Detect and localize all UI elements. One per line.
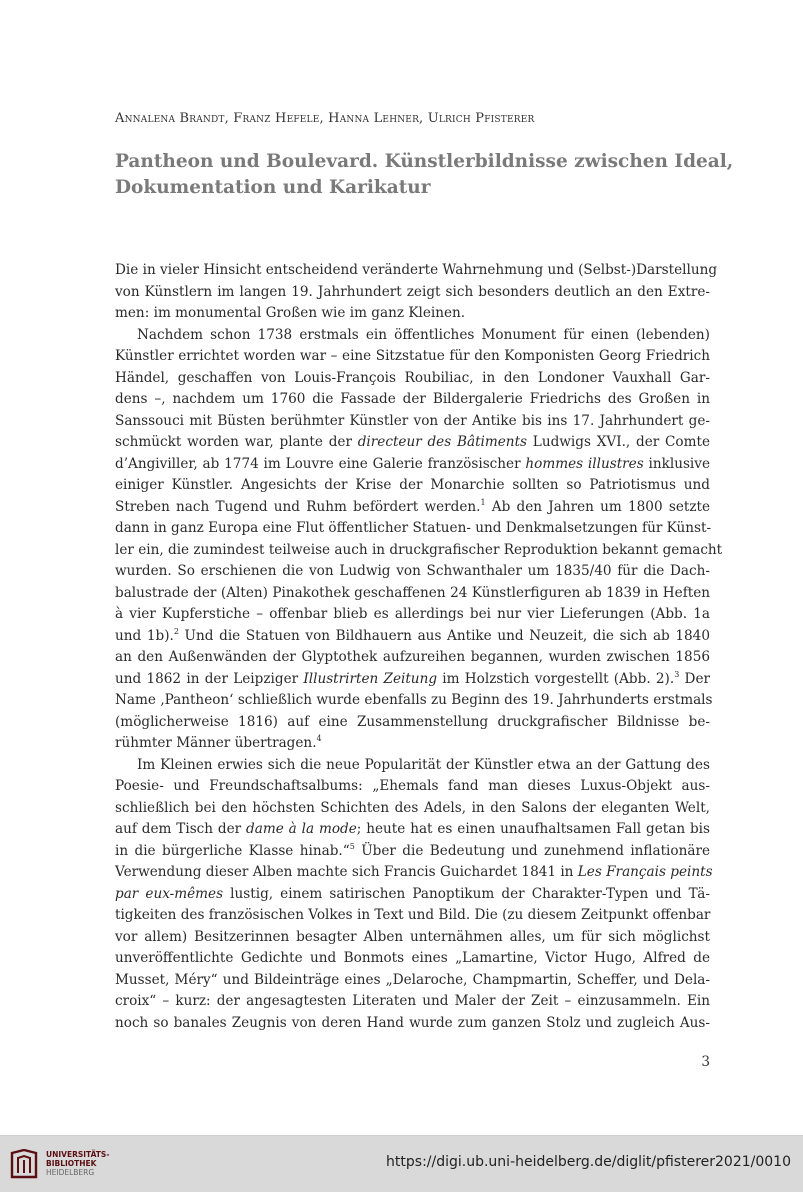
logo-line-2: BIBLIOTHEK [46, 1159, 97, 1168]
library-logo-text [46, 1150, 109, 1177]
text-run: Der [679, 670, 710, 687]
text-line: Poesie- und Freundschaftsalbums: „Ehemals fand man dieses Luxus-Objekt aus- [115, 778, 710, 794]
text-line [115, 841, 710, 863]
authors-line: Annalena Brandt, Franz Hefele, Hanna Lehner, Ulrich Pfisterer [115, 111, 535, 126]
text-run: ; heute hat es einen unaufhaltsamen Fall getan bis [356, 821, 710, 837]
text-line: Händel, geschaffen von Louis-François Roubiliac, in den Londoner Vauxhall Gar- [115, 369, 710, 386]
text-line [115, 884, 710, 906]
text-line: Musset, Méry“ und Bildeinträge eines „Delaroche, Champmartin, Scheffer, und Dela- [115, 971, 710, 988]
text-line [115, 432, 710, 454]
text-run: lustig, einem satirischen Panoptikum der Charakter-Typen und Tä- [223, 885, 710, 902]
text-line: Sanssouci mit Büsten berühmter Künstler von der Antike bis ins 17. Jahrhundert ge- [115, 412, 710, 429]
text-line: tigkeiten des französischen Volkes in Text und Bild. Die (zu diesem Zeitpunkt offenbar [115, 907, 711, 923]
text-line: à vier Kupferstiche – offenbar blieb es allerdings bei nur vier Lieferungen (Abb. 1a [115, 606, 710, 622]
text-line: wurden. So erschienen die von Ludwig von Schwanthaler um 1835/40 für die Dach- [115, 563, 710, 579]
text-run: und 1b). [115, 627, 174, 644]
text-line: noch so banales Zeugnis von deren Hand wurde zum ganzen Stolz und zugleich Aus- [115, 1014, 710, 1031]
text-run: Verwendung dieser Alben machte sich Francis Guichardet 1841 in [115, 864, 578, 880]
text-line: men: im monumental Großen wie im ganz Kleinen. [115, 305, 466, 321]
text-line [115, 626, 710, 648]
page-number: 3 [701, 1054, 710, 1070]
text-line [115, 497, 710, 519]
italic-run: hommes illustres [525, 455, 644, 472]
logo-line-1: UNIVERSITÄTS- [46, 1150, 110, 1159]
text-line: Künstler errichtet worden war – eine Sitzstatue für den Komponisten Georg Friedrich [115, 348, 710, 364]
text-line: Name ‚Pantheon‘ schließlich wurde ebenfalls zu Beginn des 19. Jahrhunderts erstmals [115, 692, 713, 708]
library-footer [0, 1135, 803, 1192]
body-text [115, 260, 723, 1034]
text-run: d’Angiviller, ab 1774 im Louvre eine Galerie französischer [115, 455, 526, 472]
italic-run: par eux-mêmes [115, 885, 224, 902]
text-line [115, 862, 713, 884]
text-run: schmückt worden war, plante der [115, 434, 358, 450]
italic-run: dame à la mode [246, 821, 357, 837]
text-line [115, 819, 710, 841]
text-line: (möglicherweise 1816) auf eine Zusammenstellung druckgrafischer Bildnisse be- [115, 713, 710, 730]
italic-run: directeur des Bâtiments [357, 434, 528, 450]
text-run: im Holzstich vorgestellt (Abb. 2). [437, 670, 675, 687]
text-line: an den Außenwänden der Glyptothek aufzureihen begannen, wurden zwischen 1856 [115, 649, 710, 665]
logo-line-3: HEIDELBERG [46, 1168, 95, 1177]
text-line: vor allem) Besitzerinnen besagter Alben unternähmen alles, um für sich möglichst [115, 928, 710, 945]
footnote-ref[interactable]: 5 [349, 841, 355, 851]
text-line: Im Kleinen erwies sich die neue Popularität der Künstler etwa an der Gattung des [137, 756, 710, 773]
text-run: Und die Statuen von Bildhauern aus Antike und Neuzeit, die sich ab 1840 [178, 627, 710, 644]
text-line [115, 669, 710, 691]
text-run: in die bürgerliche Klasse hinab.“ [115, 842, 350, 859]
text-line: Nachdem schon 1738 erstmals ein öffentliches Monument für einen (lebenden) [137, 326, 710, 343]
article-title [115, 149, 734, 201]
text-line: unveröffentlichte Gedichte und Bonmots eines „Lamartine, Victor Hugo, Alfred de [115, 950, 710, 966]
text-run: Ludwigs XVI., der Comte [527, 434, 710, 450]
footnote-ref[interactable]: 2 [173, 626, 179, 636]
text-run: auf dem Tisch der [115, 821, 247, 837]
text-run: rühmter Männer übertragen. [115, 735, 317, 751]
italic-run: Illustrirten Zeitung [303, 670, 438, 687]
italic-run: Les Français peints [577, 864, 713, 880]
text-line [115, 454, 710, 476]
text-line: dann in ganz Europa eine Flut öffentlicher Statuen- und Denkmalsetzungen für Künst- [115, 520, 712, 536]
text-run: inklusive [643, 455, 710, 472]
title-line-1: Pantheon und Boulevard. Künstlerbildnisse zwischen Ideal, [115, 151, 734, 172]
footnote-ref[interactable]: 4 [316, 734, 322, 743]
text-line: Die in vieler Hinsicht entscheidend veränderte Wahrnehmung und (Selbst-)Darstellung [115, 262, 718, 278]
text-line: croix“ – kurz: der angesagtesten Literaten und Maler der Zeit – einzusammeln. Ein [115, 993, 710, 1009]
text-line: dens –, nachdem um 1760 die Fassade der Bildergalerie Friedrichs des Großen in [115, 391, 710, 407]
text-run: Ab den Jahren um 1800 setzte [485, 498, 710, 515]
footnote-ref[interactable]: 3 [674, 669, 680, 679]
library-logo-icon [10, 1149, 38, 1179]
text-line: einiger Künstler. Angesichts der Krise der Monarchie sollten so Patriotismus und [115, 477, 710, 493]
title-line-2: Dokumentation und Karikatur [115, 177, 431, 198]
text-line [115, 733, 710, 755]
text-line: balustrade der (Alten) Pinakothek geschaffenen 24 Künstlerfiguren ab 1839 in Heften [115, 584, 710, 601]
text-run: Streben nach Tugend und Ruhm befördert werden. [115, 498, 481, 515]
text-line: schließlich bei den höchsten Schichten des Adels, in den Salons der eleganten Welt, [115, 799, 710, 816]
text-line: von Künstlern im langen 19. Jahrhundert zeigt sich besonders deutlich an den Extre- [115, 283, 710, 300]
permalink-url[interactable]: https://digi.ub.uni-heidelberg.de/diglit/pfisterer2021/0010 [386, 1154, 791, 1170]
text-line: ler ein, die zumindest teilweise auch in druckgrafischer Reproduktion bekannt gemacht [115, 541, 723, 558]
text-run: und 1862 in der Leipziger [115, 670, 304, 687]
footnote-ref[interactable]: 1 [480, 497, 486, 507]
text-run: Über die Bedeutung und zunehmend inflationäre [354, 842, 710, 859]
